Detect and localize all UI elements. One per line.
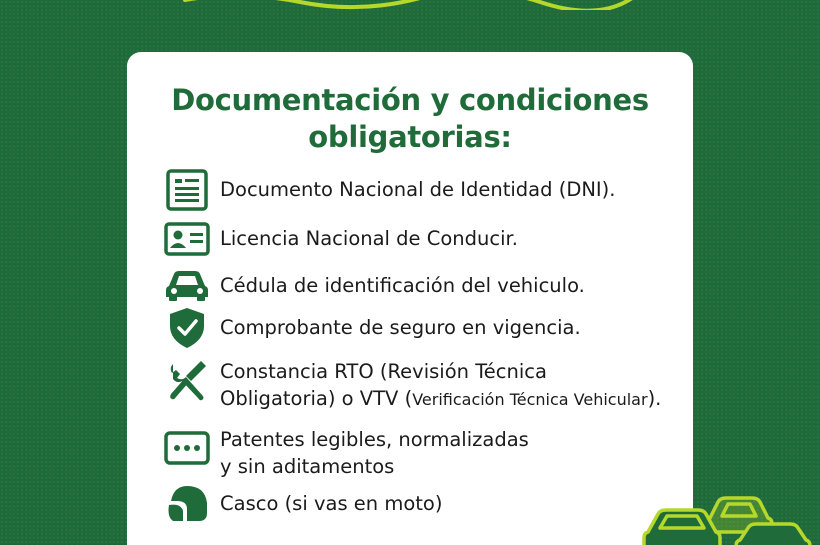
card-title-line-1: Documentación y condiciones xyxy=(171,83,649,117)
plate-icon xyxy=(163,424,211,472)
list-item-helmet xyxy=(163,480,442,528)
car-icon xyxy=(163,260,211,308)
list-item-line-1: Constancia RTO (Revisión Técnica xyxy=(220,360,547,383)
header-decoration xyxy=(180,0,640,10)
tools-icon xyxy=(163,356,211,404)
id-card-icon xyxy=(163,215,211,263)
list-item-text: Licencia Nacional de Conducir. xyxy=(220,227,518,250)
list-item-line-1: Patentes legibles, normalizadas xyxy=(220,428,529,451)
list-item-inspection xyxy=(163,356,661,413)
list-item-vehicle-card xyxy=(163,260,585,308)
list-item-text xyxy=(220,426,529,480)
list-item-text: Casco (si vas en moto) xyxy=(220,492,443,515)
list-item-license xyxy=(163,215,518,263)
card-title-line-2: obligatorias: xyxy=(308,120,512,154)
list-item-line-2: Obligatoria) o VTV (Verificación Técnica Vehicular). xyxy=(220,387,662,410)
cars-illustration xyxy=(640,488,820,545)
list-item-text: Documento Nacional de Identidad (DNI). xyxy=(220,178,616,201)
requirements-card xyxy=(127,52,693,545)
shield-check-icon xyxy=(163,304,211,352)
card-title xyxy=(127,82,693,156)
list-item-text xyxy=(220,358,661,413)
list-item-text: Cédula de identificación del vehiculo. xyxy=(220,274,585,297)
document-icon xyxy=(163,166,211,214)
list-item-insurance xyxy=(163,304,581,352)
list-item-line-2: y sin aditamentos xyxy=(220,455,395,478)
helmet-icon xyxy=(163,480,211,528)
list-item-plates xyxy=(163,424,529,480)
list-item-dni xyxy=(163,166,615,214)
list-item-text: Comprobante de seguro en vigencia. xyxy=(220,316,581,339)
